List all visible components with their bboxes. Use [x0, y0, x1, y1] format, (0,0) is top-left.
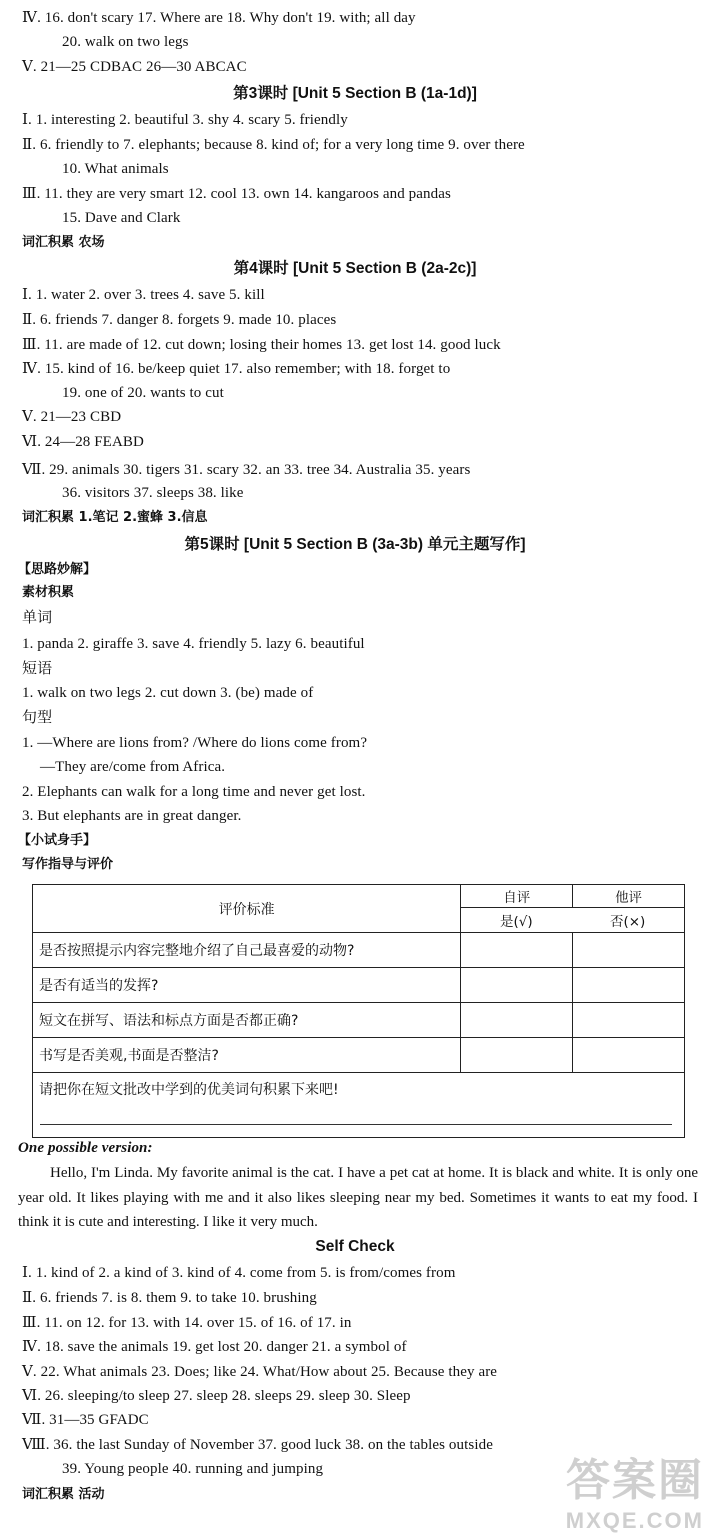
- answer-line: Ⅳ. 16. don't scary 17. Where are 18. Why don't 19. with; all day: [22, 10, 416, 26]
- answer-line: 10. What animals: [62, 161, 169, 177]
- answer-line: Ⅰ. 1. kind of 2. a kind of 3. kind of 4. come from 5. is from/comes from: [22, 1265, 456, 1281]
- watermark-text: 答案圈: [566, 1456, 704, 1505]
- evaluation-table: [32, 884, 685, 1138]
- vocab-label: 词汇积累 1.笔记 2.蜜蜂 3.信息: [22, 510, 208, 525]
- vocab-label: 词汇积累 农场: [22, 235, 105, 250]
- answer-line: 3. But elephants are in great danger.: [22, 808, 242, 824]
- section-label-xiezuo: 写作指导与评价: [22, 857, 114, 872]
- self-eval-cell: [461, 968, 573, 1003]
- criteria-row: 是否有适当的发挥?: [33, 968, 461, 1003]
- self-eval-cell: [461, 1003, 573, 1038]
- answer-line: 39. Young people 40. running and jumping: [62, 1461, 324, 1477]
- lesson-4-heading: 第4课时 [Unit 5 Section B (2a-2c)]: [233, 260, 477, 277]
- peer-eval-cell: [573, 968, 685, 1003]
- subheading: 句型: [22, 710, 53, 726]
- peer-eval-header: 他评: [573, 885, 685, 908]
- answer-line: Ⅷ. 36. the last Sunday of November 37. good luck 38. on the tables outside: [22, 1437, 493, 1453]
- section-label-xiaoshi: 【小试身手】: [18, 833, 97, 848]
- section-label-silu: 【思路妙解】: [18, 562, 97, 577]
- peer-eval-cell: [573, 933, 685, 968]
- answer-line: 15. Dave and Clark: [62, 210, 181, 226]
- peer-eval-cell: [573, 1003, 685, 1038]
- answer-line: 19. one of 20. wants to cut: [62, 385, 224, 401]
- answer-line: Ⅳ. 18. save the animals 19. get lost 20. danger 21. a symbol of: [22, 1339, 407, 1355]
- criteria-header: 评价标准: [33, 885, 461, 933]
- notes-prompt: 请把你在短文批改中学到的优美词句积累下来吧!: [39, 1082, 339, 1098]
- yes-no-legend: [461, 908, 685, 933]
- subheading: 单词: [22, 610, 53, 626]
- answer-line: Ⅱ. 6. friends 7. is 8. them 9. to take 10. brushing: [22, 1290, 317, 1306]
- peer-eval-cell: [573, 1038, 685, 1073]
- self-eval-header: 自评: [461, 885, 573, 908]
- answer-line: Ⅰ. 1. interesting 2. beautiful 3. shy 4. scary 5. friendly: [22, 112, 348, 128]
- lesson-3-heading: 第3课时 [Unit 5 Section B (1a-1d)]: [233, 85, 477, 102]
- self-check-heading: Self Check: [315, 1238, 395, 1255]
- answer-line: Ⅲ. 11. they are very smart 12. cool 13. own 14. kangaroos and pandas: [22, 186, 451, 202]
- criteria-row: 短文在拼写、语法和标点方面是否都正确?: [33, 1003, 461, 1038]
- vocab-label: 词汇积累 活动: [22, 1487, 105, 1502]
- answer-line: 36. visitors 37. sleeps 38. like: [62, 485, 244, 501]
- criteria-row: 是否按照提示内容完整地介绍了自己最喜爱的动物?: [33, 933, 461, 968]
- answer-line: Ⅶ. 31—35 GFADC: [22, 1412, 149, 1428]
- notes-cell: [33, 1073, 685, 1138]
- answer-line: 1. —Where are lions from? /Where do lions come from?: [22, 735, 368, 751]
- answer-line: Ⅲ. 11. on 12. for 13. with 14. over 15. of 16. of 17. in: [22, 1315, 352, 1331]
- answer-line: Ⅱ. 6. friendly to 7. elephants; because 8. kind of; for a very long time 9. over there: [22, 137, 525, 153]
- answer-line: Ⅴ. 21—23 CBD: [22, 409, 122, 425]
- yes-label: 是(√): [499, 914, 533, 930]
- watermark-logo: [566, 1444, 704, 1534]
- self-eval-cell: [461, 1038, 573, 1073]
- watermark-domain: MXQE.COM: [565, 1508, 704, 1533]
- criteria-row: 书写是否美观,书面是否整洁?: [33, 1038, 461, 1073]
- answer-line: —They are/come from Africa.: [40, 759, 226, 775]
- answer-line: Ⅶ. 29. animals 30. tigers 31. scary 32. an 33. tree 34. Australia 35. years: [22, 462, 471, 478]
- self-eval-cell: [461, 933, 573, 968]
- answer-line: Ⅳ. 15. kind of 16. be/keep quiet 17. also remember; with 18. forget to: [22, 361, 451, 377]
- answer-line: Ⅰ. 1. water 2. over 3. trees 4. save 5. kill: [22, 287, 265, 303]
- sample-essay: Hello, I'm Linda. My favorite animal is the cat. I have a pet cat at home. It is black and white. It is only one year old. It likes playing with me and it also likes sleeping near my bed. Sometimes it wants to eat my food. I think it is cute and interesting. I like it very much.: [18, 1165, 698, 1230]
- answer-line: Ⅱ. 6. friends 7. danger 8. forgets 9. made 10. places: [22, 312, 337, 328]
- no-label: 否(×): [609, 914, 646, 930]
- answer-line: Ⅴ. 22. What animals 23. Does; like 24. What/How about 25. Because they are: [22, 1364, 498, 1380]
- answer-line: 20. walk on two legs: [62, 34, 189, 50]
- answer-line: 1. walk on two legs 2. cut down 3. (be) made of: [22, 685, 314, 701]
- answer-line: 1. panda 2. giraffe 3. save 4. friendly 5. lazy 6. beautiful: [22, 636, 365, 652]
- answer-line: Ⅵ. 24—28 FEABD: [22, 434, 144, 450]
- section-label-sucai: 素材积累: [22, 585, 75, 600]
- one-possible-version-label: One possible version:: [18, 1140, 153, 1156]
- answer-line: 2. Elephants can walk for a long time and never get lost.: [22, 784, 366, 800]
- notes-line: [40, 1124, 672, 1125]
- answer-line: Ⅲ. 11. are made of 12. cut down; losing their homes 13. get lost 14. good luck: [22, 337, 501, 353]
- lesson-5-heading: 第5课时 [Unit 5 Section B (3a-3b) 单元主题写作]: [184, 536, 526, 553]
- subheading: 短语: [22, 661, 53, 677]
- answer-line: Ⅵ. 26. sleeping/to sleep 27. sleep 28. sleeps 29. sleep 30. Sleep: [22, 1388, 411, 1404]
- answer-line: Ⅴ. 21—25 CDBAC 26—30 ABCAC: [22, 59, 247, 75]
